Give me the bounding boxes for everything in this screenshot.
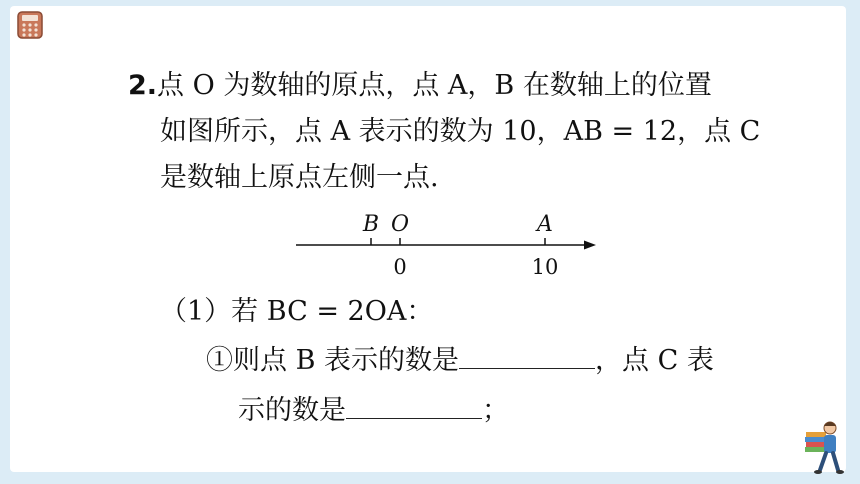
number-line-point-label-b: B: [362, 212, 380, 237]
number-line-point-label-a: A: [537, 212, 553, 237]
sub-question-1-text-b: ，点 C 表: [595, 345, 714, 376]
answer-blank-b[interactable]: [459, 344, 595, 369]
sub-question-1-line-1: [206, 344, 714, 377]
sub-question-1-text-a: ①则点 B 表示的数是: [206, 345, 460, 376]
student-carrying-books-icon: [800, 418, 846, 478]
number-line-tick-label-a: 10: [531, 255, 559, 279]
part-1-heading: （1）若 BC = 2OA：: [160, 296, 434, 327]
sub-question-1-line-2: [238, 394, 509, 427]
sub-question-1-text-d: ；: [482, 395, 509, 426]
calculator-icon: [16, 10, 44, 40]
answer-blank-c[interactable]: [346, 394, 482, 419]
number-line-tick-label-o: 0: [393, 255, 407, 279]
problem-text-line-1: 点 O 为数轴的原点，点 A，B 在数轴上的位置: [157, 70, 712, 101]
number-line-figure: [290, 205, 610, 285]
problem-text-line-2: 如图所示，点 A 表示的数为 10，AB = 12，点 C: [160, 116, 761, 147]
number-line-point-label-o: O: [390, 212, 410, 237]
number-line-arrow: [584, 241, 596, 250]
problem-line-1: [128, 70, 712, 102]
sub-question-1-text-c: 示的数是: [238, 395, 346, 426]
problem-number: 2.: [128, 70, 158, 101]
problem-text-line-3: 是数轴上原点左侧一点.: [160, 162, 439, 193]
